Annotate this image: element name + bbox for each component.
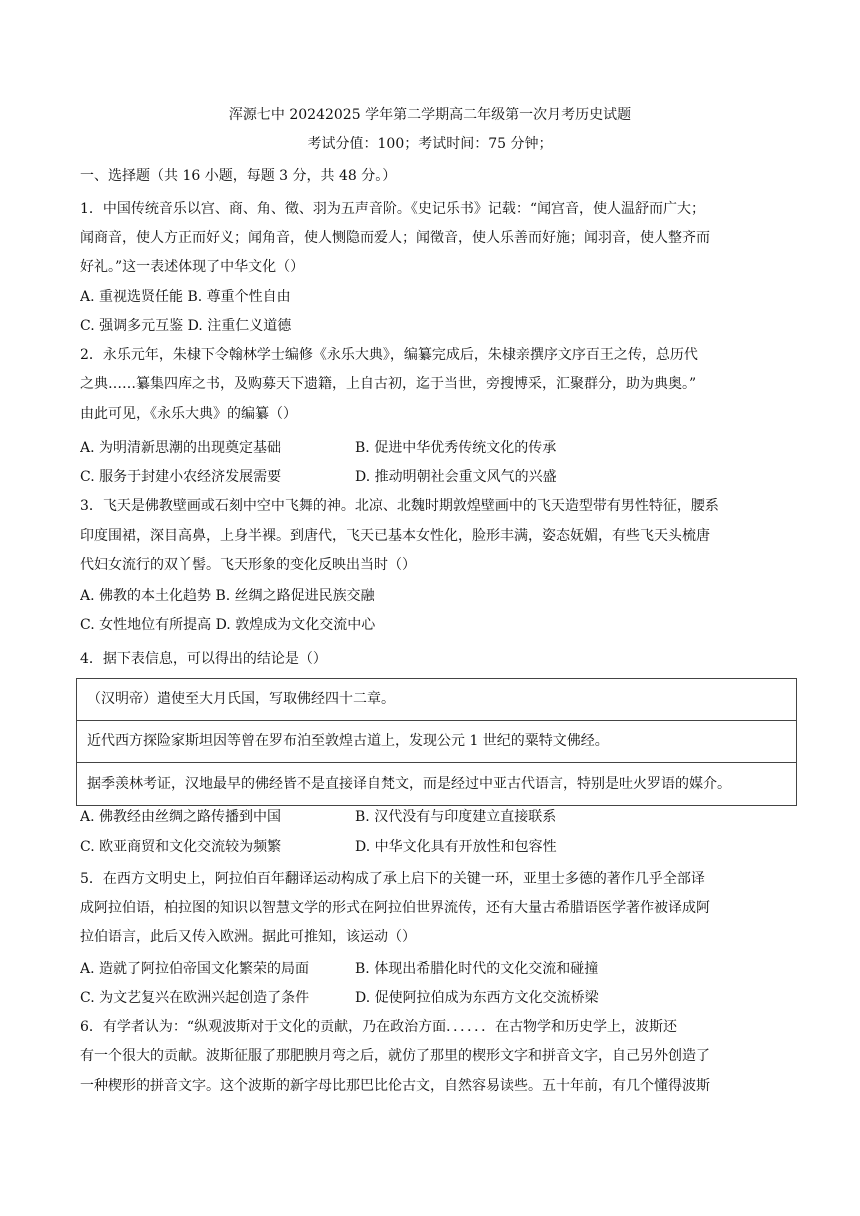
q4-table-row-1: （汉明帝）遣使至大月氏国，写取佛经四十二章。 bbox=[77, 679, 796, 721]
q3-line-1: 3．飞天是佛教壁画或石刻中空中飞舞的神。北凉、北魏时期敦煌壁画中的飞天造型带有男性特征，腰系 bbox=[80, 498, 719, 514]
q6-line-3: 一种楔形的拼音文字。这个波斯的新字母比那巴比伦古文，自然容易读些。五十年前，有几个懂得波斯 bbox=[80, 1078, 710, 1094]
q2-option-c: C. 服务于封建小农经济发展需要 bbox=[80, 469, 282, 485]
q5-line-2: 成阿拉伯语，柏拉图的知识以智慧文学的形式在阿拉伯世界流传，还有大量古希腊语医学著作被译成阿 bbox=[80, 900, 710, 916]
q3-options-cd: C. 女性地位有所提高 D. 敦煌成为文化交流中心 bbox=[80, 617, 376, 633]
q4-stem: 4．据下表信息，可以得出的结论是（） bbox=[80, 651, 327, 667]
q5-option-a: A. 造就了阿拉伯帝国文化繁荣的局面 bbox=[80, 961, 310, 977]
q3-line-2: 印度围裙，深目高鼻，上身半裸。到唐代，飞天已基本女性化，脸形丰满，姿态妩媚，有些飞天头梳唐 bbox=[80, 528, 710, 544]
q5-option-c: C. 为文艺复兴在欧洲兴起创造了条件 bbox=[80, 990, 310, 1006]
q5-option-b: B. 体现出希腊化时代的文化交流和碰撞 bbox=[355, 961, 599, 977]
q4-option-b: B. 汉代没有与印度建立直接联系 bbox=[355, 809, 557, 825]
q4-table-row-3: 据季羡林考证，汉地最早的佛经皆不是直接译自梵文，而是经过中亚古代语言，特别是吐火罗语的媒介。 bbox=[77, 763, 796, 806]
q2-option-d: D. 推动明朝社会重文风气的兴盛 bbox=[355, 469, 557, 485]
q5-line-1: 5．在西方文明史上，阿拉伯百年翻译运动构成了承上启下的关键一环，亚里士多德的著作几乎全部译 bbox=[80, 871, 705, 887]
q2-line-3: 由此可见，《永乐大典》的编纂（） bbox=[80, 406, 297, 422]
q2-line-2: 之典……纂集四库之书，及购募天下遗籍，上自古初，迄于当世，旁搜博采，汇聚群分，助为典奥。” bbox=[80, 376, 697, 392]
q4-option-c: C. 欧亚商贸和文化交流较为频繁 bbox=[80, 839, 282, 855]
q3-line-3: 代妇女流行的双丫髻。飞天形象的变化反映出当时（） bbox=[80, 557, 416, 573]
q4-table-row-2: 近代西方探险家斯坦因等曾在罗布泊至敦煌古道上，发现公元 1 世纪的粟特文佛经。 bbox=[77, 721, 796, 763]
q4-source-table bbox=[76, 678, 797, 806]
q1-options-cd: C. 强调多元互鉴 D. 注重仁义道德 bbox=[80, 318, 292, 334]
q2-option-a: A. 为明清新思潮的出现奠定基础 bbox=[80, 440, 282, 456]
q2-option-b: B. 促进中华优秀传统文化的传承 bbox=[355, 440, 557, 456]
q2-line-1: 2．永乐元年，朱棣下令翰林学士编修《永乐大典》，编纂完成后，朱棣亲撰序文序百王之传，总历代 bbox=[80, 347, 698, 363]
section-heading: 一、选择题（共 16 小题，每题 3 分，共 48 分。） bbox=[80, 168, 397, 184]
q4-option-d: D. 中华文化具有开放性和包容性 bbox=[355, 839, 557, 855]
q1-line-1: 1．中国传统音乐以宫、商、角、徵、羽为五声音阶。《史记乐书》记载：“闻宫音，使人温舒而广大； bbox=[80, 201, 706, 217]
q1-line-2: 闻商音，使人方正而好义；闻角音，使人恻隐而爱人；闻徵音，使人乐善而好施；闻羽音，使人整齐而 bbox=[80, 230, 710, 246]
q3-options-ab: A. 佛教的本土化趋势 B. 丝绸之路促进民族交融 bbox=[80, 588, 375, 604]
q5-option-d: D. 促使阿拉伯成为东西方文化交流桥梁 bbox=[355, 990, 599, 1006]
exam-title: 浑源七中 20242025 学年第二学期高二年级第一次月考历史试题 bbox=[228, 107, 632, 123]
exam-subtitle: 考试分值：100；考试时间：75 分钟； bbox=[307, 136, 553, 152]
q6-line-1: 6．有学者认为：“纵观波斯对于文化的贡献，乃在政治方面．．．．．．在古物学和历史学上，波斯还 bbox=[80, 1019, 678, 1035]
q6-line-2: 有一个很大的贡献。波斯征服了那肥腴月弯之后，就仿了那里的楔形文字和拼音文字，自己另外创造了 bbox=[80, 1048, 710, 1064]
q4-option-a: A. 佛教经由丝绸之路传播到中国 bbox=[80, 809, 282, 825]
q1-options-ab: A. 重视选贤任能 B. 尊重个性自由 bbox=[80, 289, 291, 305]
q5-line-3: 拉伯语言，此后又传入欧洲。据此可推知，该运动（） bbox=[80, 929, 416, 945]
q1-line-3: 好礼。”这一表述体现了中华文化（） bbox=[80, 259, 305, 275]
